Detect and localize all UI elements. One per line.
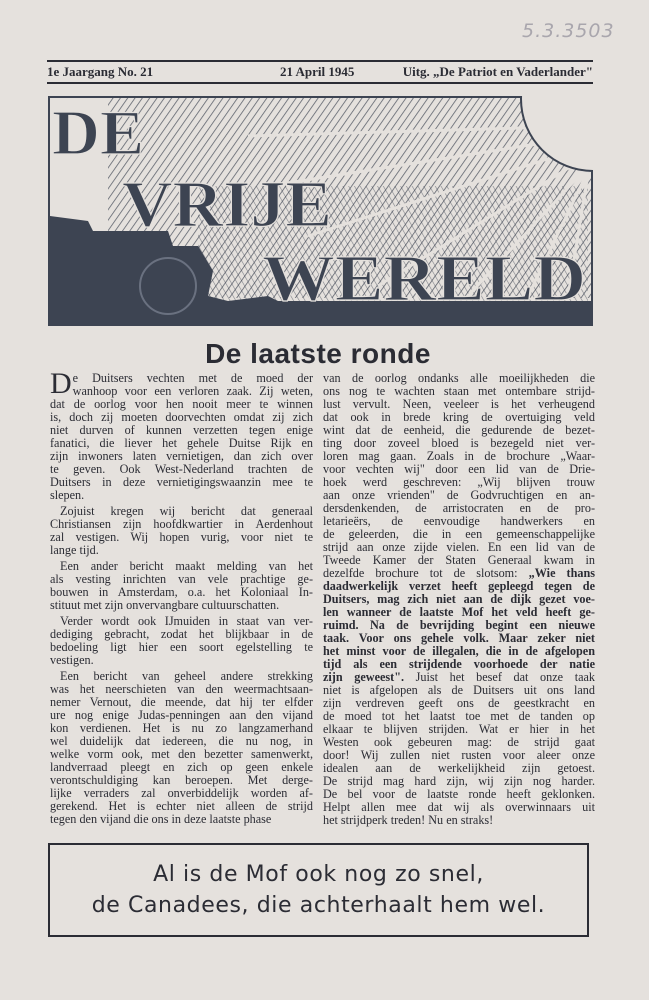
text: door! Wij zullen niet rusten voor aleer onze — [323, 748, 595, 762]
text: Juist het besef dat onze taak — [404, 670, 595, 684]
drop-cap: D — [50, 367, 72, 400]
bold-text: tijd als een strijdende voorhoede der natie — [323, 657, 595, 671]
text: ting door zoveel bloed is bezegeld niet ver- — [323, 436, 595, 450]
text-line: tegen den vijand die ons in deze laatste phase — [50, 812, 272, 826]
text-line: gerekend. Het is echter niet alleen de strijd — [50, 799, 313, 813]
issue-date: 21 April 1945 — [280, 64, 355, 79]
text-line: landverraad pleegt en zich op geen enkele — [50, 760, 313, 774]
text-line: fanatici, die liever het gehele Duitse Rijk en — [50, 436, 313, 450]
masthead-vrije: VRIJE — [122, 168, 332, 241]
text-line: als vesting inrichten van vele prachtige ge- — [50, 572, 313, 586]
text-line: zal vestigen. Wij hopen vurig, voor niet te — [50, 530, 313, 544]
volume-number: 1e Jaargang No. 21 — [47, 64, 154, 79]
text: het strijdperk treden! Nu en straks! — [323, 813, 494, 827]
text-line: stituut met zijn onvervangbare cultuurschatten. — [50, 598, 280, 612]
paragraph — [50, 560, 313, 612]
slogan-box — [48, 843, 589, 937]
text: dat ook in brede kring de overtuiging veld — [323, 410, 595, 424]
text-line: Duitsers in deze vernietigingswaanzin mee te — [50, 475, 313, 489]
article-title: De laatste ronde — [205, 338, 431, 369]
text: wint dat de eenheid, die gedurende de bezet- — [323, 423, 595, 437]
text: De bel voor de laatste ronde heeft geklonken. — [323, 787, 595, 801]
text-line: ure nog enige Judas-penningen aan den vijand — [50, 708, 313, 722]
text-line — [323, 814, 595, 827]
masthead-wereld: WERELD — [262, 242, 586, 315]
text: elkaar te blijven strijden. Wat er hier in het — [323, 722, 595, 736]
text-line: nemer Vernout, die meende, dat hij ter elfder — [50, 695, 313, 709]
text-line: te geven. Ook West-Nederland trachten de — [50, 462, 313, 476]
text: voor vechten wij" door een lid van de Drie- — [323, 462, 595, 476]
issue-header — [47, 64, 593, 80]
text-line: was het neerschieten van den weermachtsaan- — [50, 682, 313, 696]
text: Westen ook gebeuren mag: de strijd gaat — [323, 735, 595, 749]
bold-text: „Wie thans — [528, 566, 596, 580]
header-rule-top — [47, 60, 593, 62]
text: zijn verdreven geeft ons de geestkracht en — [323, 696, 595, 710]
text-line: e Duitsers vechten met de moed der — [72, 371, 313, 385]
masthead — [48, 96, 593, 326]
text: niet is afgelopen als de Duitsers uit ons land — [323, 683, 595, 697]
text-line: bouwen in Amsterdam, o.a. het Koloniaal In- — [50, 585, 313, 599]
text-line: bedoeling ligt hier een soort egelstelling te — [50, 640, 313, 654]
masthead-de: DE — [52, 97, 144, 168]
text: aan onze vrienden" de Godvruchtigen en an- — [323, 488, 595, 502]
text-line: is, doch zij moeten doorvechten omdat zij zich — [50, 410, 313, 424]
text: hoek werd geschreven: „Wij blijven trouw — [323, 475, 595, 489]
text-line: niet durven of kunnen verzetten tegen enige — [50, 423, 313, 437]
text-line: Christiansen zijn hoofdkwartier in Aerdenhout — [50, 517, 313, 531]
text-line: zijn inwoners laten vernietigen, dan zich over — [50, 449, 313, 463]
slogan-line-2: de Canadees, die achterhaalt hem wel. — [91, 893, 546, 918]
text: de geleerden, die in een gemeenschappelijke — [323, 527, 595, 541]
slogan-line-1: Al is de Mof ook nog zo snel, — [153, 862, 484, 887]
text: ons nog te wachten staan met ontembare strijd- — [323, 384, 595, 398]
text-line: wel duidelijk dat iedereen, die nu nog, in — [50, 734, 313, 748]
text: de moed tot het laatst toe met de tanden op — [323, 709, 595, 723]
text-line: Een bericht van geheel andere strekking — [60, 669, 313, 683]
text-line: dat de oorlog voor hen nooit meer te winnen — [50, 397, 313, 411]
text-line: lijke verraders zal onverbiddelijk worden af- — [50, 786, 313, 800]
text: dezelfde brochure tot de slotsom: — [323, 566, 529, 580]
text-line: lange tijd. — [50, 543, 99, 557]
archive-mark: 5.3.3503 — [522, 20, 615, 42]
bold-text: taak. Voor ons gehele volk. Maar zeker niet — [323, 631, 595, 645]
header-rule-bottom — [47, 82, 593, 84]
bold-text: ruimd. Na de bevrijding begint een nieuwe — [323, 618, 595, 632]
article-column-left — [50, 367, 313, 826]
text-line: kon verdienen. Het is nu zo langzamerhand — [50, 721, 313, 735]
text: letarieërs, de eenvoudige handwerkers en — [323, 514, 595, 528]
text: De strijd mag hard zijn, wij zijn nog harder. — [323, 774, 595, 788]
text: dersdenkenden, de arristocraten en de pro- — [323, 501, 595, 515]
text-line: verontschuldiging kan beroepen. Met derge- — [50, 773, 313, 787]
text: Helpt allen mee dat wij als overwinnaars uit — [323, 800, 595, 814]
paragraph — [50, 670, 313, 826]
text: strijd aan onze zijde vielen. En een lid van de — [323, 540, 595, 554]
text-line: welke vorm ook, met den bezetter samenwerkt, — [50, 747, 313, 761]
text-line: Een ander bericht maakt melding van het — [60, 559, 313, 573]
text: Tweede Kamer der Staten Generaal kwam in — [323, 553, 595, 567]
text-line: vestigen. — [50, 653, 94, 667]
text: lust vervult. Neen, veeleer is het verheugend — [323, 397, 595, 411]
paragraph — [323, 372, 595, 827]
text-line: dediging gebracht, zodat het blijkbaar in de — [50, 627, 313, 641]
bold-text: het minst voor de illegalen, die in de afgelopen — [323, 644, 595, 658]
paragraph — [50, 367, 313, 502]
paragraph — [50, 505, 313, 557]
text-line: Verder wordt ook IJmuiden in staat van ver- — [60, 614, 313, 628]
text: loren mag gaan. Zoals in de brochure „Waar- — [323, 449, 595, 463]
text: idealen aan de werkelijkheid zijn getoest. — [323, 761, 595, 775]
bold-text: Duitsers, mag zich niet aan de dijk gezet voe- — [323, 592, 595, 606]
publisher: Uitg. „De Patriot en Vaderlander" — [402, 64, 593, 79]
bold-text: zijn geweest". — [323, 670, 405, 684]
bold-text: daadwerkelijk verzet heeft gepleegd tegen de — [323, 579, 595, 593]
article-column-right — [323, 372, 595, 827]
text-line: wanhoop voor een verloren zaak. Zij weten, — [72, 384, 313, 398]
text-line: slepen. — [50, 488, 85, 502]
paragraph — [50, 615, 313, 667]
bold-text: len wanneer de laatste Mof het veld heeft ge- — [323, 605, 595, 619]
text: van de oorlog ondanks alle moeilijkheden die — [323, 371, 595, 385]
text-line: Zojuist kregen wij bericht dat generaal — [60, 504, 313, 518]
